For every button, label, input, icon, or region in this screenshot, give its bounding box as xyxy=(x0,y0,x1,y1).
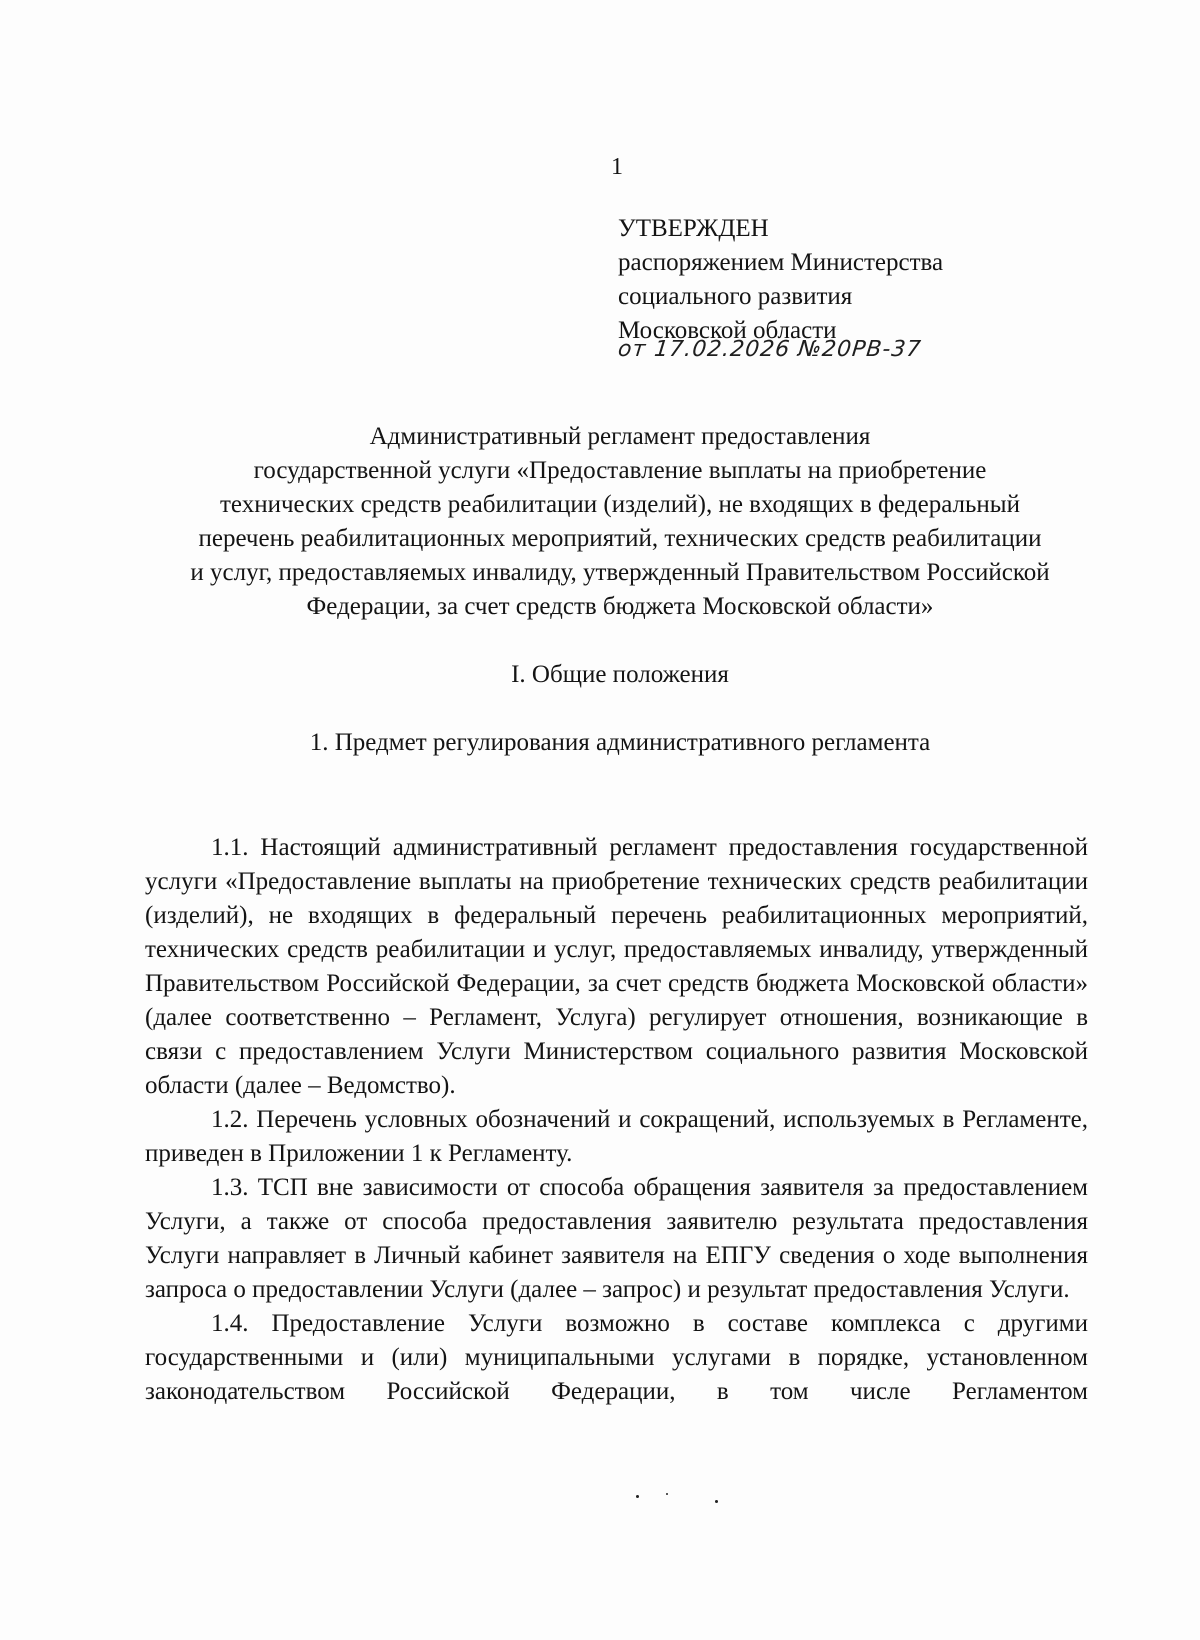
page-number: 1 xyxy=(611,154,623,180)
scan-speck xyxy=(636,1495,639,1498)
paragraph-1-4: 1.4. Предоставление Услуги возможно в составе комплекса с другими государственными и (или) муниципальными услугами в порядке, установленном законодательством Российской Федерации, в том числе Регламентом xyxy=(145,1310,1088,1405)
approval-line-4: Московской области xyxy=(618,317,837,344)
body-text xyxy=(145,831,1088,1409)
paragraph-1-1: 1.1. Настоящий административный регламент предоставления государственной услуги «Предоставление выплаты на приобретение технических средств реабилитации (изделий), не входящих в федеральный перечень реабилитационных мероприятий, технических средств реабилитации и услуг, предоставляемых инвалиду, утвержденный Правительством Российской Федерации, за счет средств бюджета Московской области» (далее соответственно – Регламент, Услуга) регулирует отношения, возникающие в связи с предоставлением Услуги Министерством социального развития Московской области (далее – Ведомство). xyxy=(145,834,1088,1099)
subsection-heading: 1. Предмет регулирования административного регламента xyxy=(309,729,931,756)
paragraph-1-2: 1.2. Перечень условных обозначений и сокращений, используемых в Регламенте, приведен в Приложении 1 к Регламенту. xyxy=(145,1106,1088,1167)
title-line-6: Федерации, за счет средств бюджета Московской области» xyxy=(306,593,934,620)
scan-speck xyxy=(666,1493,668,1495)
title-line-2: государственной услуги «Предоставление выплаты на приобретение xyxy=(253,457,987,484)
title-line-4: перечень реабилитационных мероприятий, технических средств реабилитации xyxy=(198,525,1042,552)
approval-block xyxy=(618,212,943,348)
approval-line-2: распоряжением Министерства xyxy=(618,249,944,276)
title-line-5: и услуг, предоставляемых инвалиду, утвержденный Правительством Российской xyxy=(190,559,1050,586)
paragraph-1-3: 1.3. ТСП вне зависимости от способа обращения заявителя за предоставлением Услуги, а также от способа предоставления заявителю результата предоставления Услуги направляет в Личный кабинет заявителя на ЕПГУ сведения о ходе выполнения запроса о предоставлении Услуги (далее – запрос) и результат предоставления Услуги. xyxy=(145,1174,1088,1303)
approval-line-3: социального развития xyxy=(618,283,853,310)
scan-speck xyxy=(715,1500,718,1503)
title-line-1: Административный регламент предоставления xyxy=(369,423,871,450)
section-heading: I. Общие положения xyxy=(511,661,729,688)
handwritten-date-number: от 17.02.2026 №20РВ-37 xyxy=(616,337,923,362)
document-title xyxy=(130,420,1110,624)
approval-line-1: УТВЕРЖДЕН xyxy=(618,215,769,242)
title-line-3: технических средств реабилитации (изделий), не входящих в федеральный xyxy=(220,491,1020,518)
